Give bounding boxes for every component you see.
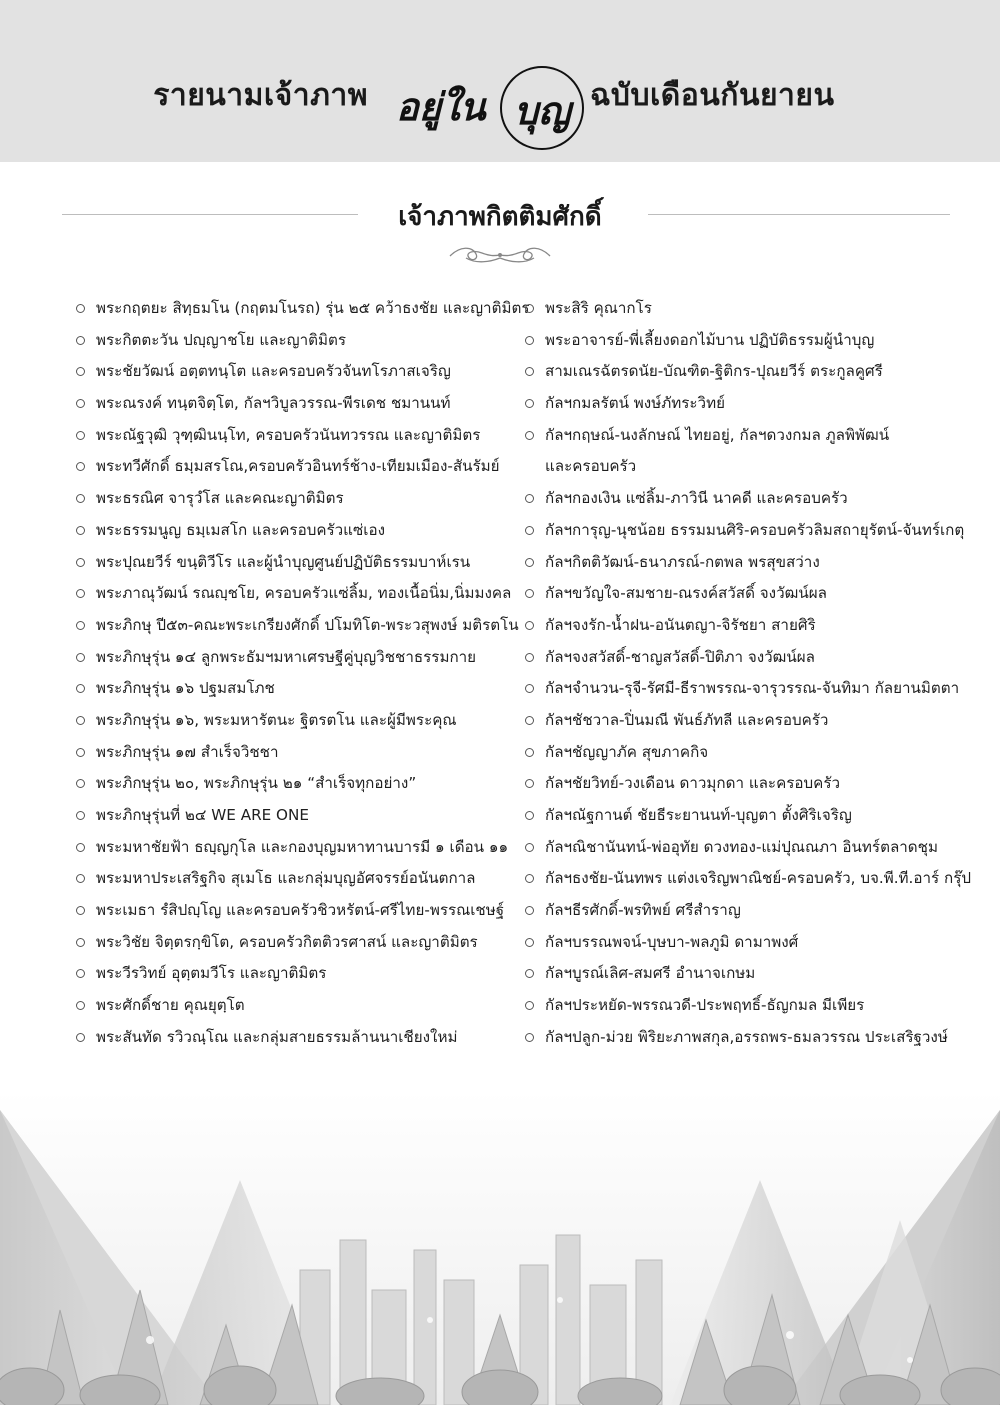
list-item-text: พระกฤตยะ สิทฺธมโน (กฤตมโนรถ) รุ่น ๒๕ คว้าธงชัย และญาติมิตร: [96, 299, 530, 317]
bullet-circle-icon: [525, 969, 534, 978]
list-item-text: พระชัยวัฒน์ อตฺตทนฺโต และครอบครัวจันทโรภาสเจริญ: [96, 362, 451, 381]
list-item-text: กัลฯจำนวน-รุจี-รัศมี-ธีราพรรณ-จารุวรรณ-จันทิมา กัลยานมิตตา: [545, 679, 960, 698]
list-item-text: กัลฯประหยัด-พรรณวดี-ประพฤทธิ์-ธัญกมล มีเพียร: [545, 996, 865, 1015]
list-item: [76, 610, 526, 642]
list-item: [525, 642, 990, 674]
list-item-text: พระธรรมนูญ ธมฺเมสโก และครอบครัวแซ่เอง: [96, 520, 386, 539]
bullet-circle-icon: [76, 1033, 85, 1042]
list-item-text: กัลฯกฤษณ์-นงลักษณ์ ไทยอยู่, กัลฯดวงกมล ภูลพิพัฒน์: [545, 425, 890, 444]
bullet-circle-icon: [76, 874, 85, 883]
list-item: [76, 1022, 526, 1054]
list-item-text: พระวิชัย จิตฺตรกฺขิโต, ครอบครัวกิตติวรศาสน์ และญาติมิตร: [96, 932, 478, 951]
bullet-circle-icon: [76, 779, 85, 788]
list-item-text: กัลฯการุญ-นุชน้อย ธรรมมนศิริ-ครอบครัวลิมสถายุรัตน์-จันทร์เกตุ: [545, 520, 965, 539]
list-item: [76, 990, 526, 1022]
bullet-circle-icon: [76, 494, 85, 503]
list-item: [525, 832, 990, 864]
list-item-text: กัลฯบูรณ์เลิศ-สมศรี อำนาจเกษม: [545, 964, 756, 983]
list-item: [525, 388, 990, 420]
right-name-list: [525, 293, 990, 1054]
bullet-circle-icon: [76, 558, 85, 567]
bullet-circle-icon: [76, 716, 85, 725]
list-item: [525, 800, 990, 832]
list-item-text: พระภิกษุรุ่น ๑๗ สำเร็จวิชชา: [96, 742, 279, 761]
bullet-circle-icon: [76, 748, 85, 757]
list-item: [76, 673, 526, 705]
list-item-text: พระมหาประเสริฐกิจ สุเมโธ และกลุ่มบุญอัศจรรย์อนันตกาล: [96, 869, 476, 888]
list-item: [525, 737, 990, 769]
list-item: [525, 863, 990, 895]
list-item: [76, 832, 526, 864]
list-item: [76, 356, 526, 388]
bullet-circle-icon: [76, 526, 85, 535]
list-item-text: กัลฯจงรัก-น้ำฝน-อนันตญา-จิรัชยา สายศิริ: [545, 615, 816, 634]
list-item: [525, 547, 990, 579]
bullet-circle-icon: [525, 526, 534, 535]
list-item: [76, 388, 526, 420]
list-item-text: กัลฯชัชวาล-ปิ่นมณี พันธ์ภัทลี และครอบครัว: [545, 710, 829, 729]
list-item-text: พระอาจารย์-พี่เลี้ยงดอกไม้บาน ปฏิบัติธรรมผู้นำบุญ: [545, 330, 875, 349]
bullet-circle-icon: [525, 589, 534, 598]
list-item: [76, 737, 526, 769]
list-item: [525, 325, 990, 357]
list-item: [76, 958, 526, 990]
list-item-text: พระวีรวิทย์ อุตฺตมวีโร และญาติมิตร: [96, 964, 327, 983]
list-item-text: พระณัฐวุฒิ วุฑฺฒินนฺโท, ครอบครัวนันทวรรณ และญาติมิตร: [96, 425, 481, 444]
list-item-text: สามเณรฉัตรดนัย-บัณฑิต-ฐิติกร-ปุณยวีร์ ตระกูลคูศรี: [545, 362, 883, 381]
list-item: [76, 705, 526, 737]
list-item: [525, 768, 990, 800]
bullet-circle-icon: [525, 558, 534, 567]
list-item-text: พระภาณุวัฒน์ รณญฺชโย, ครอบครัวแซ่ลิ้ม, ทองเนื้อนิ่ม,นิ่มมงคล: [96, 584, 512, 603]
list-item: [525, 293, 990, 325]
list-item: [525, 927, 990, 959]
bullet-circle-icon: [525, 431, 534, 440]
list-item: [525, 958, 990, 990]
list-item-text: กัลฯณัฐกานต์ ชัยธีระยานนท์-บุญตา ตั้งศิริเจริญ: [545, 806, 852, 824]
list-item-text: พระสันทัด รวิวณฺโณ และกลุ่มสายธรรมล้านนาเชียงใหม่: [96, 1027, 458, 1046]
list-item-text: กัลฯกมลรัตน์ พงษ์ภัทระวิทย์: [545, 394, 725, 413]
bullet-circle-icon: [76, 1001, 85, 1010]
list-item-text: และครอบครัว: [545, 457, 637, 476]
bullet-circle-icon: [525, 621, 534, 630]
list-item: [76, 451, 526, 483]
bullet-circle-icon: [525, 494, 534, 503]
list-item: [525, 673, 990, 705]
bullet-circle-icon: [76, 938, 85, 947]
list-item: [525, 895, 990, 927]
list-item: [525, 1022, 990, 1054]
bullet-circle-icon: [76, 621, 85, 630]
bullet-circle-icon: [76, 906, 85, 915]
list-item-text: กัลฯชัญญาภัค สุขภาคกิจ: [545, 742, 709, 761]
list-item: [76, 420, 526, 452]
bullet-circle-icon: [76, 684, 85, 693]
list-item: [525, 515, 990, 547]
bullet-circle-icon: [525, 906, 534, 915]
list-item-text: พระณรงค์ ทนฺตจิตฺโต, กัลฯวิบูลวรรณ-พีรเดช ชมานนท์: [96, 394, 451, 413]
list-item-text: กัลฯบรรณพจน์-บุษบา-พลภูมิ ดามาพงศ์: [545, 932, 799, 951]
list-item: [76, 325, 526, 357]
list-item-text: พระภิกษุรุ่น ๑๔ ลูกพระธัมฯมหาเศรษฐีคู่บุญวิชชาธรรมกาย: [96, 647, 477, 666]
bullet-circle-icon: [76, 399, 85, 408]
bullet-circle-icon: [76, 304, 85, 313]
bullet-circle-icon: [525, 684, 534, 693]
logo-text-part1: อยู่ใน: [396, 84, 486, 129]
section-title: เจ้าภาพกิตติมศักดิ์: [398, 202, 602, 232]
list-item-text: พระสิริ คุณากโร: [545, 299, 652, 317]
list-item-text: พระศักดิ์ชาย คุณยุตฺโต: [96, 996, 245, 1015]
bullet-circle-icon: [525, 843, 534, 852]
list-item: [525, 483, 990, 515]
list-item: [76, 642, 526, 674]
list-item: [525, 578, 990, 610]
list-item: [76, 863, 526, 895]
bullet-circle-icon: [525, 748, 534, 757]
bullet-circle-icon: [525, 874, 534, 883]
bullet-circle-icon: [525, 399, 534, 408]
bullet-circle-icon: [76, 969, 85, 978]
header-right-title: ฉบับเดือนกันยายน: [590, 78, 835, 113]
list-item: [525, 356, 990, 388]
bullet-circle-icon: [525, 938, 534, 947]
list-item-text: พระธรณิศ จารุวํโส และคณะญาติมิตร: [96, 489, 344, 508]
list-item-text: กัลฯจงสวัสดิ์-ชาญสวัสดิ์-ปิติภา จงวัฒน์ผล: [545, 647, 815, 666]
list-item: [76, 578, 526, 610]
list-item-text: กัลฯกิตติวัฒน์-ธนาภรณ์-กตพล พรสุขสว่าง: [545, 552, 820, 571]
bullet-circle-icon: [525, 653, 534, 662]
list-item-text: พระปุณยวีร์ ขนฺติวีโร และผู้นำบุญศูนย์ปฏิบัติธรรมบาห์เรน: [96, 552, 471, 571]
list-item: [76, 768, 526, 800]
bullet-circle-icon: [525, 1001, 534, 1010]
bullet-circle-icon: [525, 336, 534, 345]
bullet-circle-icon: [76, 843, 85, 852]
bullet-circle-icon: [525, 367, 534, 376]
list-item-text: กัลฯธงชัย-นันทพร แต่งเจริญพาณิชย์-ครอบครัว, บจ.พี.ที.อาร์ กรุ๊ป: [545, 869, 971, 888]
list-item: [525, 610, 990, 642]
bullet-circle-icon: [525, 716, 534, 725]
divider-right: [648, 214, 950, 215]
bullet-circle-icon: [76, 462, 85, 471]
crystal-pyramid-scenery: [0, 1090, 1000, 1405]
list-item-text: พระภิกษุรุ่น ๑๖ ปฐมสมโภช: [96, 679, 275, 698]
bullet-circle-icon: [525, 811, 534, 820]
logo: [392, 62, 592, 158]
list-item-text: พระภิกษุรุ่นที่ ๒๔ WE ARE ONE: [96, 806, 309, 824]
list-item: [76, 927, 526, 959]
header-banner: [0, 0, 1000, 162]
bullet-circle-icon: [76, 811, 85, 820]
list-item: [76, 293, 530, 325]
list-item: [76, 483, 526, 515]
list-item: [525, 705, 990, 737]
bullet-circle-icon: [76, 431, 85, 440]
list-item: [76, 800, 526, 832]
list-item: [525, 451, 990, 483]
list-item-text: กัลฯธีรศักดิ์-พรทิพย์ ศรีสำราญ: [545, 901, 741, 920]
bullet-circle-icon: [525, 304, 534, 313]
bullet-circle-icon: [76, 589, 85, 598]
list-item-text: พระมหาชัยฟ้า ธญฺญกุโล และกองบุญมหาทานบารมี ๑ เดือน ๑๑: [96, 837, 509, 856]
list-item: [76, 895, 526, 927]
flourish-ornament-icon: [446, 244, 554, 266]
left-name-list: [76, 293, 530, 1054]
bullet-circle-icon: [525, 779, 534, 788]
list-item: [76, 547, 526, 579]
list-item: [525, 420, 990, 452]
list-item-text: พระภิกษุรุ่น ๑๖, พระมหารัตนะ ฐิตรตโน และผู้มีพระคุณ: [96, 710, 457, 729]
bullet-circle-icon: [76, 653, 85, 662]
list-item-text: พระภิกษุ ปี๕๓-คณะพระเกรียงศักดิ์ ปโมทิโต-พระวสุพงษ์ มติรตโน: [96, 615, 519, 634]
list-item: [76, 515, 526, 547]
list-item-text: กัลฯขวัญใจ-สมชาย-ณรงค์สวัสดิ์ จงวัฒน์ผล: [545, 584, 827, 603]
list-item: [525, 990, 990, 1022]
bullet-circle-icon: [76, 367, 85, 376]
list-item-text: กัลฯกองเงิน แซ่ลิ้ม-ภาวินี นาคดี และครอบครัว: [545, 489, 848, 508]
list-item-text: กัลฯชัยวิทย์-วงเดือน ดาวมุกดา และครอบครัว: [545, 774, 841, 793]
list-item-text: พระภิกษุรุ่น ๒๐, พระภิกษุรุ่น ๒๑ “สำเร็จทุกอย่าง”: [96, 774, 417, 793]
bullet-circle-icon: [525, 1033, 534, 1042]
list-item-text: กัลฯปลูก-ม่วย พิริยะภาพสกุล,อรรถพร-ธมลวรรณ ประเสริฐวงษ์: [545, 1027, 948, 1046]
list-item-text: กัลฯณิชานันทน์-พ่ออุทัย ดวงทอง-แม่ปุณณภา อินทร์ตลาดชุม: [545, 837, 938, 856]
header-left-title: รายนามเจ้าภาพ: [153, 78, 368, 113]
list-item-text: พระกิตตะวัน ปญฺญาชโย และญาติมิตร: [96, 330, 347, 349]
logo-text-part2: บุญ: [514, 88, 571, 133]
list-item-text: พระทวีศักดิ์ ธมฺมสรโณ,ครอบครัวอินทร์ช้าง-เทียมเมือง-สันรัมย์: [96, 457, 500, 476]
bullet-circle-icon: [76, 336, 85, 345]
list-item-text: พระเมธา รํสิปญฺโญ และครอบครัวชิวหรัตน์-ศรีไทย-พรรณเชษฐ์: [96, 901, 505, 920]
